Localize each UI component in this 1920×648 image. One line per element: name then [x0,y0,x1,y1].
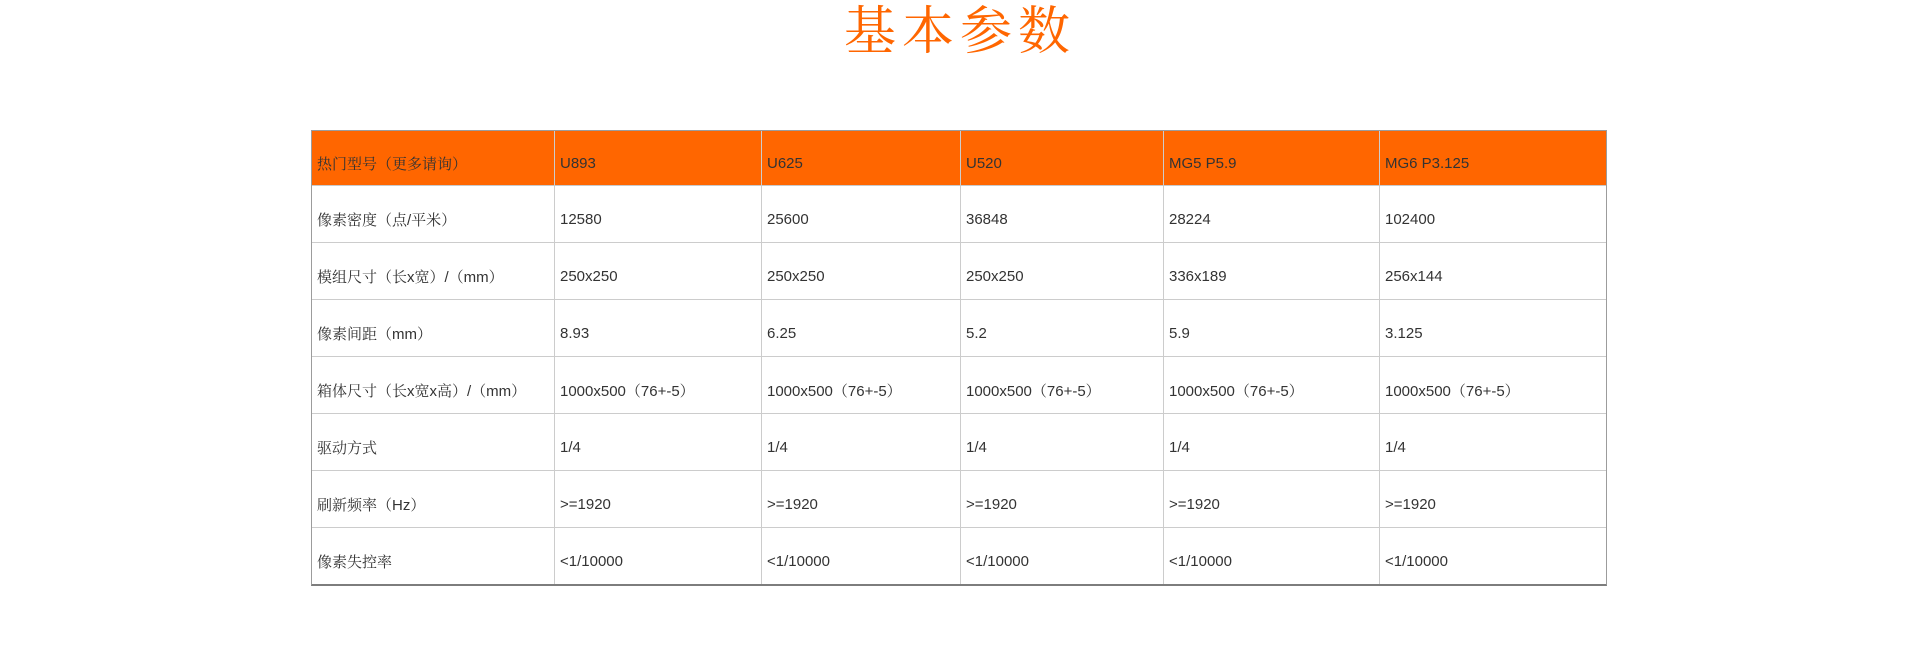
value-cell: 1000x500（76+-5） [1385,382,1520,400]
value-cell: 250x250 [762,243,961,299]
value-cell: 102400 [1385,210,1436,228]
value-cell: >=1920 [762,471,961,527]
value-cell: >=1920 [961,471,1164,527]
value-cell: >=1920 [555,471,762,527]
row-label: 像素间距（mm） [312,300,555,356]
page-title: 基本参数 [843,3,1076,61]
value-cell: 1000x500（76+-5） [1164,357,1380,413]
header-cell-u893: U893 [555,131,762,185]
value-cell: 3.125 [1385,324,1423,342]
table-row-module-size [312,243,1606,300]
table-row-refresh-rate [312,471,1606,528]
value-cell: 12580 [555,186,762,242]
value-cell: 5.9 [1164,300,1380,356]
value-cell: 1000x500（76+-5） [961,357,1164,413]
table-row-pixel-pitch [312,300,1606,357]
row-label: 箱体尺寸（长x宽x高）/（mm） [312,357,555,413]
value-cell: 1/4 [1164,414,1380,470]
value-cell: 1/4 [762,414,961,470]
value-cell: 1/4 [961,414,1164,470]
row-label: 驱动方式 [312,414,555,470]
value-cell: 1000x500（76+-5） [555,357,762,413]
header-cell-u625: U625 [762,131,961,185]
header-cell-mg5-p5-9: MG5 P5.9 [1164,131,1380,185]
header-cell-mg6-p3-125: MG6 P3.125 [1385,154,1470,172]
value-cell: <1/10000 [762,528,961,584]
value-cell: 5.2 [961,300,1164,356]
value-cell: 6.25 [762,300,961,356]
value-cell: 1000x500（76+-5） [762,357,961,413]
value-cell: 36848 [961,186,1164,242]
value-cell: 1/4 [555,414,762,470]
header-cell-param-label: 热门型号（更多请询） [312,131,555,185]
header-cell-u520: U520 [961,131,1164,185]
row-label: 像素失控率 [312,528,555,584]
row-label: 刷新频率（Hz） [312,471,555,527]
value-cell: 28224 [1164,186,1380,242]
table-row-pixel-density [312,186,1606,243]
table-row-drive-mode [312,414,1606,471]
value-cell: >=1920 [1385,495,1436,513]
value-cell: <1/10000 [1164,528,1380,584]
value-cell: 256x144 [1385,267,1443,285]
value-cell: <1/10000 [961,528,1164,584]
value-cell: <1/10000 [555,528,762,584]
value-cell: 25600 [762,186,961,242]
row-label: 模组尺寸（长x宽）/（mm） [312,243,555,299]
value-cell: 1/4 [1385,438,1406,456]
table-header-row [312,131,1606,186]
table-row-cabinet-size [312,357,1606,414]
spec-table [311,130,1607,586]
value-cell: 250x250 [961,243,1164,299]
table-row-dead-pixel-rate [312,528,1606,584]
value-cell: 250x250 [555,243,762,299]
value-cell: >=1920 [1164,471,1380,527]
value-cell: 8.93 [555,300,762,356]
row-label: 像素密度（点/平米） [312,186,555,242]
value-cell: 336x189 [1164,243,1380,299]
value-cell: <1/10000 [1385,552,1448,570]
